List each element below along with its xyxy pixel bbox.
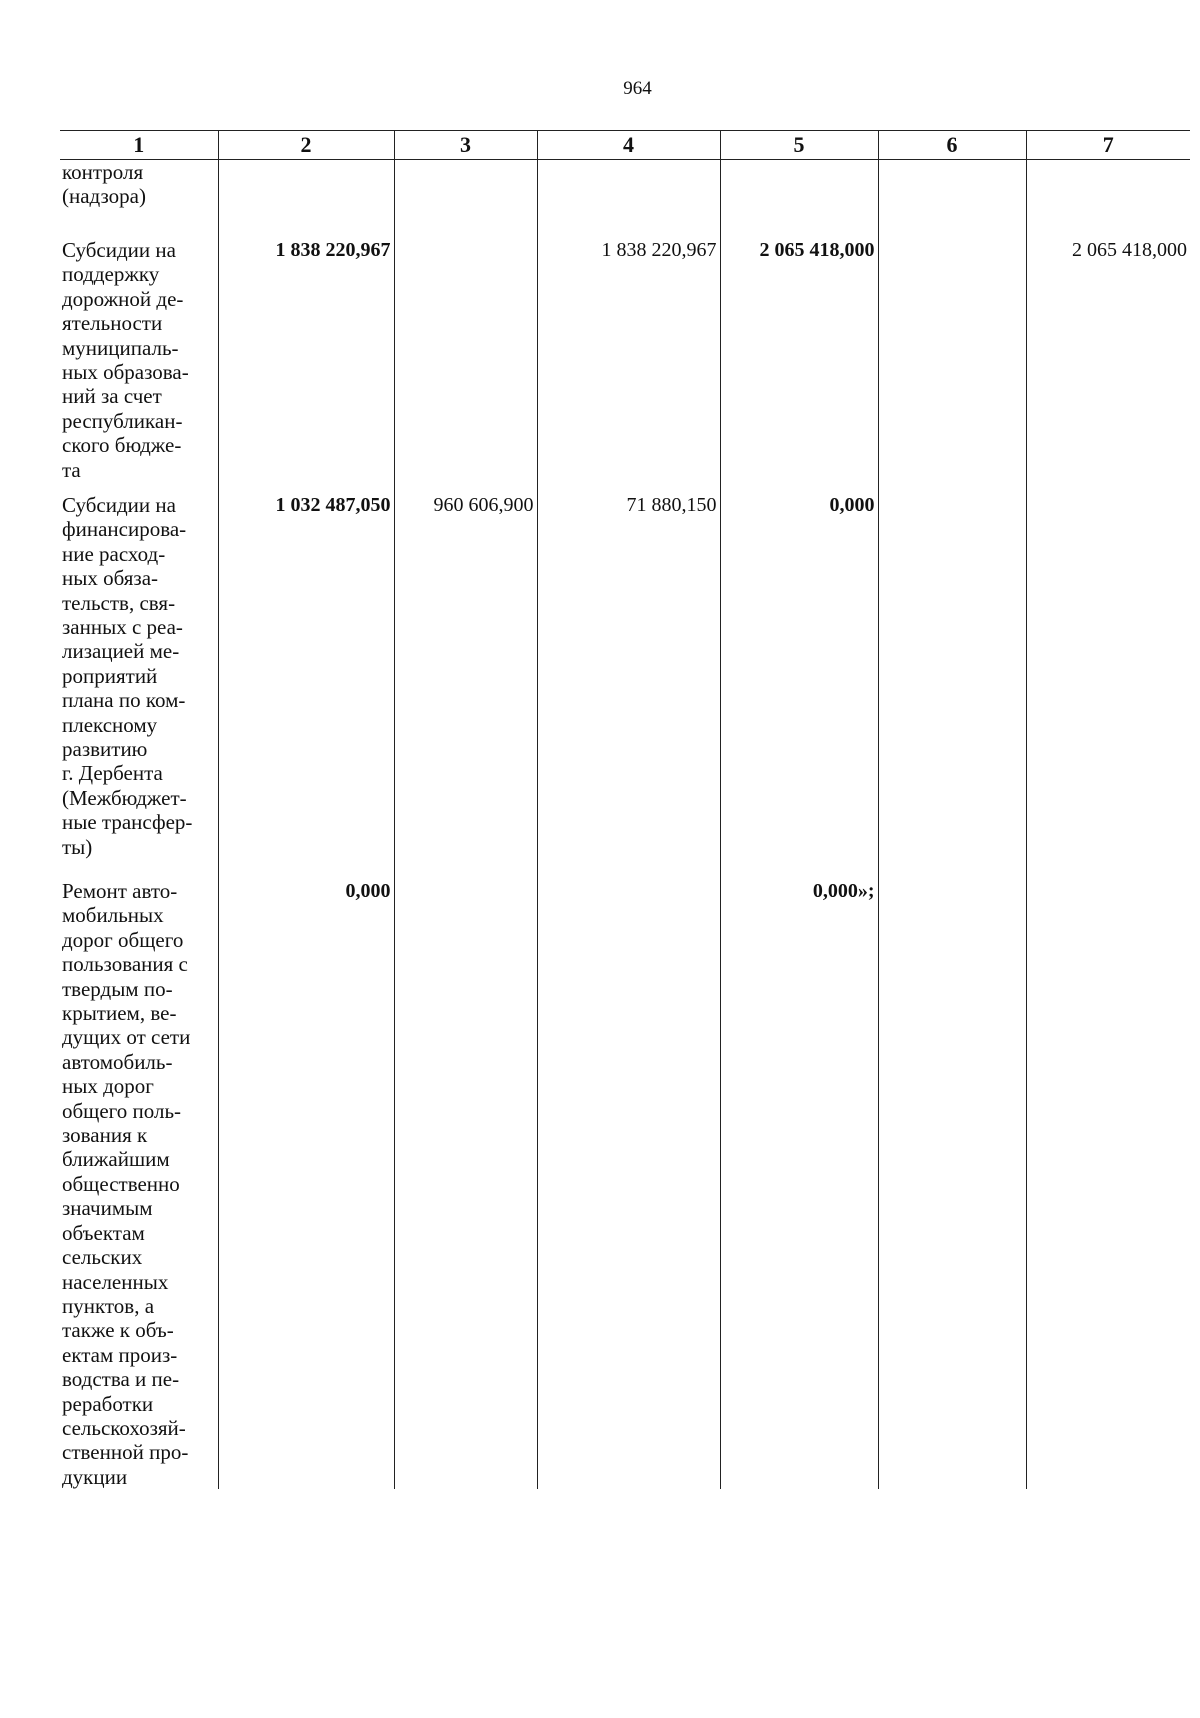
cell-col-7 <box>1026 160 1190 237</box>
cell-col-4: 71 880,150 <box>537 493 720 879</box>
row-label: Субсидии на финансирова- ние расход- ных обяза- тельств, свя- занных с реа- лизацией ме- роприятий плана по ком- плексному развитию г. Дербента (Межбюджет- ные трансфер- ты) <box>62 493 193 859</box>
cell-col-3 <box>394 160 537 237</box>
page-number: 964 <box>623 78 652 99</box>
cell-col-5: 0,000 <box>720 493 878 879</box>
cell-col-3 <box>394 879 537 1489</box>
cell-col-7: 2 065 418,000 <box>1026 236 1190 493</box>
row-label: Субсидии на поддержку дорожной де- ятельности муниципаль- ных образова- ний за счет республикан- ского бюдже- та <box>62 238 189 482</box>
cell-col-7 <box>1026 493 1190 879</box>
column-header-2: 2 <box>218 131 394 160</box>
header-row <box>60 131 1190 160</box>
column-header-3: 3 <box>394 131 537 160</box>
column-header-7: 7 <box>1026 131 1190 160</box>
column-header-5: 5 <box>720 131 878 160</box>
column-header-4: 4 <box>537 131 720 160</box>
table-row <box>60 879 1190 1489</box>
cell-col-4 <box>537 160 720 237</box>
budget-table-container <box>60 130 1190 1489</box>
cell-col-6 <box>878 160 1026 237</box>
row-label: контроля (надзора) <box>62 160 146 209</box>
cell-col-6 <box>878 879 1026 1489</box>
cell-col-2 <box>218 160 394 237</box>
table-row <box>60 493 1190 879</box>
cell-col-4: 1 838 220,967 <box>537 236 720 493</box>
cell-col-2: 1 032 487,050 <box>218 493 394 879</box>
cell-col-4 <box>537 879 720 1489</box>
cell-col-6 <box>878 236 1026 493</box>
cell-col-3: 960 606,900 <box>394 493 537 879</box>
cell-col-5: 0,000»; <box>720 879 878 1489</box>
cell-col-7 <box>1026 879 1190 1489</box>
row-label: Ремонт авто- мобильных дорог общего пользования с твердым по- крытием, ве- дущих от сети автомобиль- ных дорог общего поль- зования к ближайшим общественно значимым объектам сельских населенных пунктов, а также к объ- ектам произ- водства и пе- реработки сельскохозяй- ственной про- дукции <box>62 879 191 1489</box>
cell-col-3 <box>394 236 537 493</box>
cell-col-6 <box>878 493 1026 879</box>
cell-col-2: 0,000 <box>218 879 394 1489</box>
cell-col-5 <box>720 160 878 237</box>
table-row <box>60 236 1190 493</box>
column-header-1: 1 <box>60 131 218 160</box>
budget-table <box>60 130 1190 1489</box>
cell-col-2: 1 838 220,967 <box>218 236 394 493</box>
table-row <box>60 160 1190 237</box>
column-header-6: 6 <box>878 131 1026 160</box>
cell-col-5: 2 065 418,000 <box>720 236 878 493</box>
